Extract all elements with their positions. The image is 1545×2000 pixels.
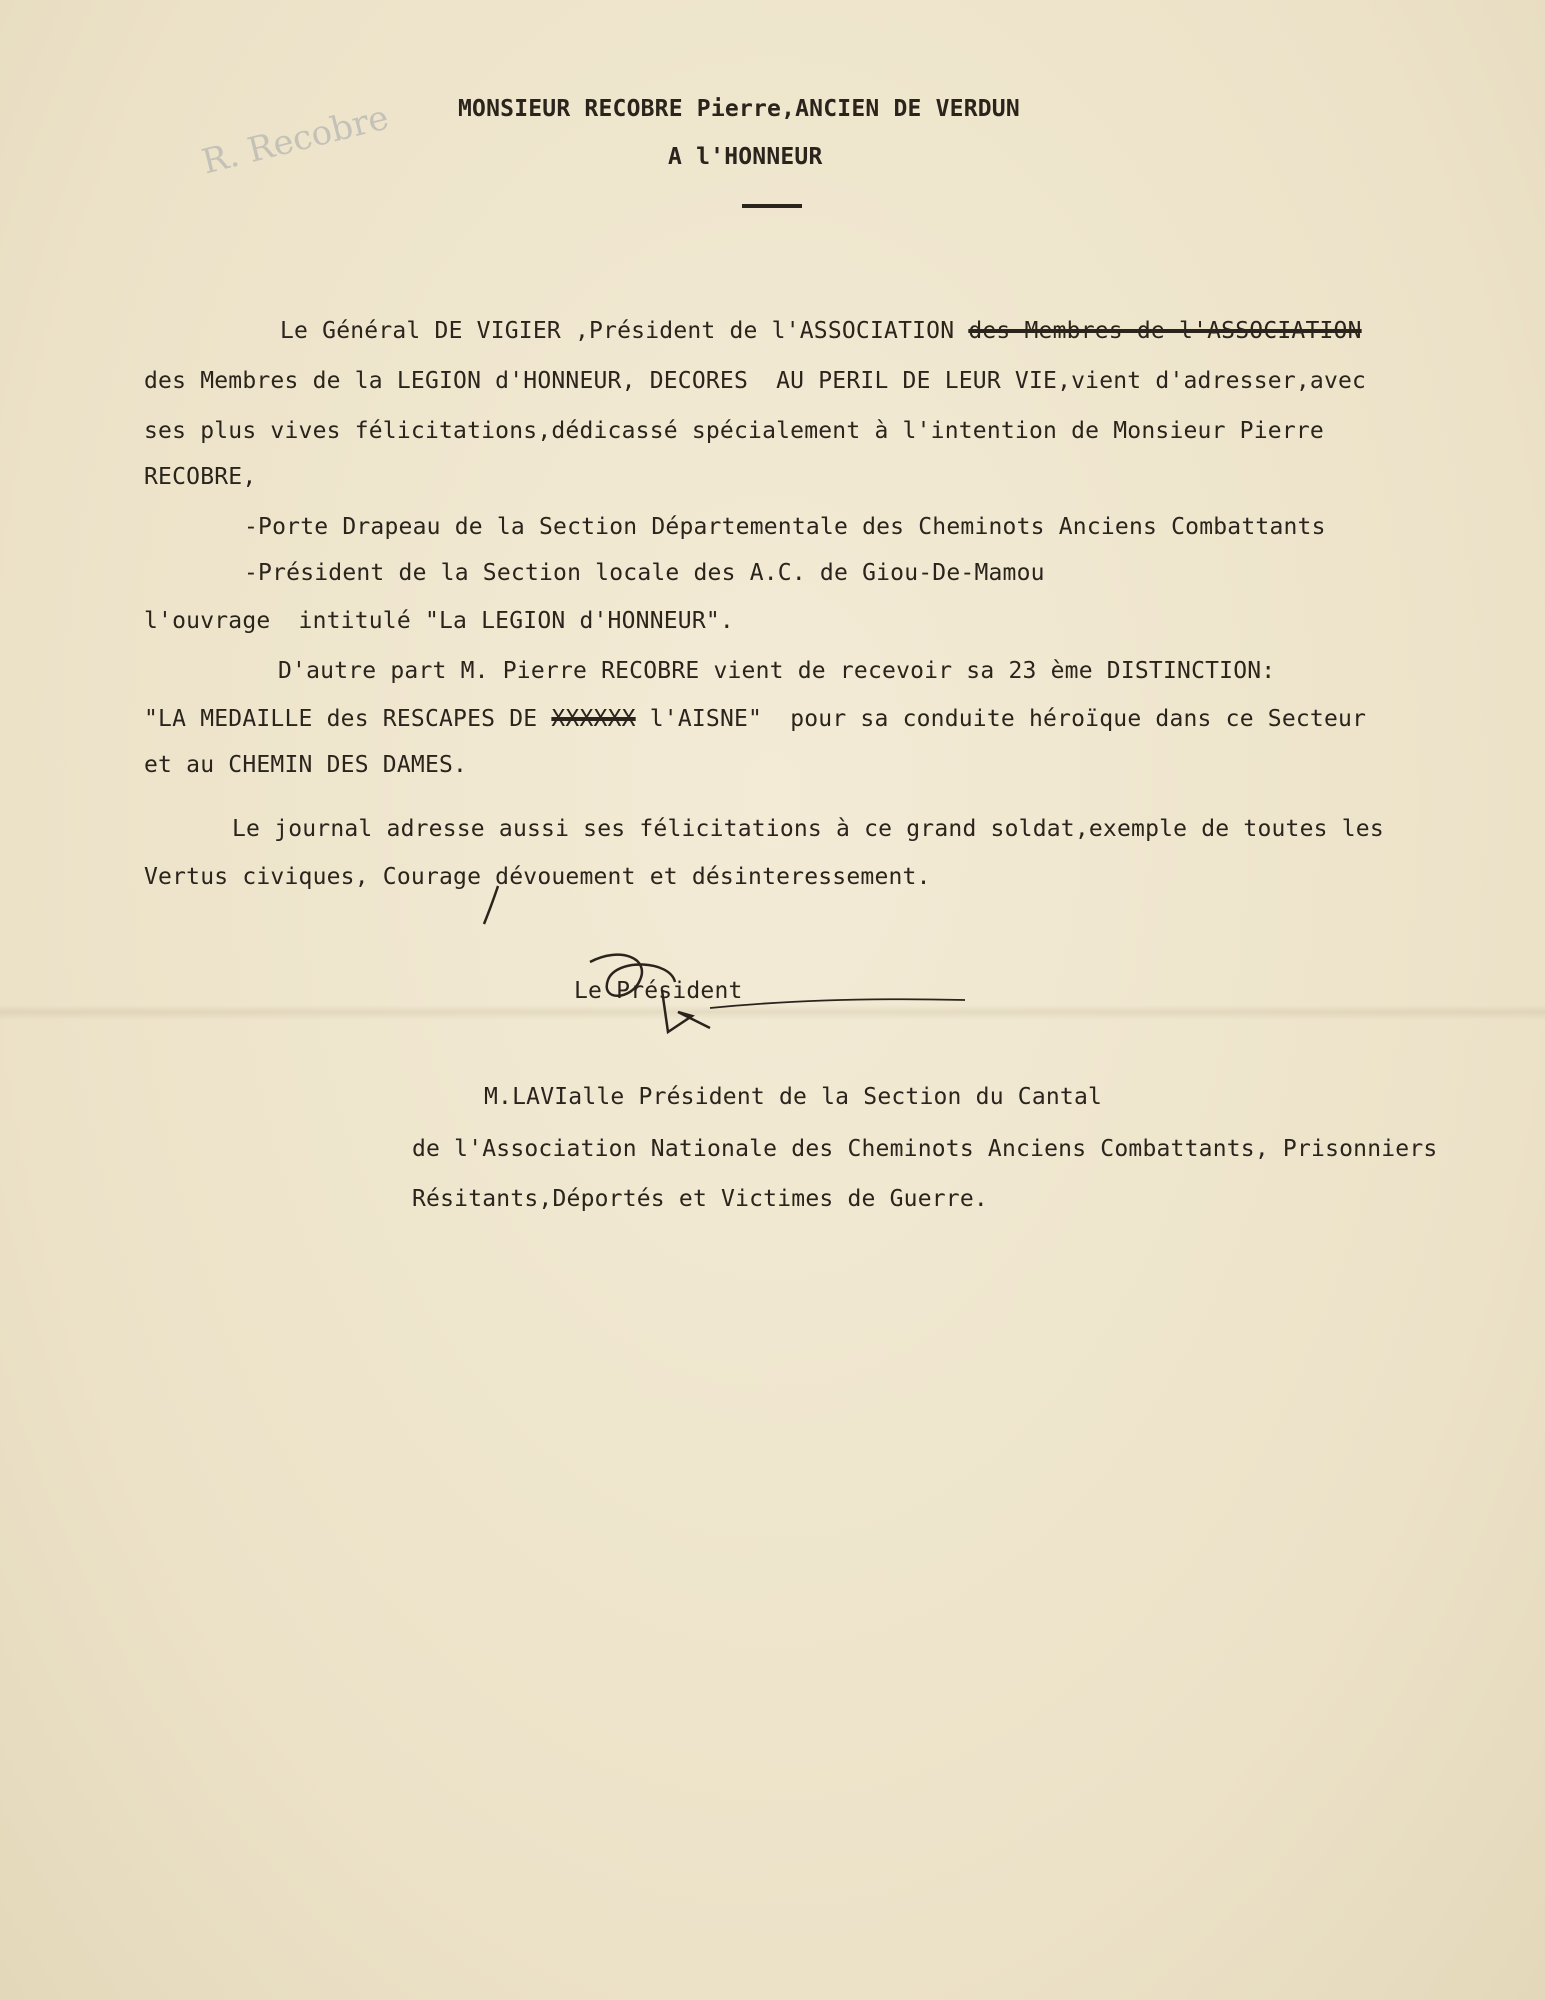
paragraph-2-line-2-text-b: l'AISNE" pour sa conduite héroïque dans ce Secteur xyxy=(635,706,1367,732)
signature-line-2: de l'Association Nationale des Cheminots Anciens Combattants, Prisonniers xyxy=(412,1136,1438,1162)
title-rule xyxy=(742,204,802,208)
paragraph-1-line-2: des Membres de la LEGION d'HONNEUR, DECORES AU PERIL DE LEUR VIE,vient d'adresser,avec xyxy=(144,368,1367,394)
paragraph-1-line-3: ses plus vives félicitations,dédicassé spécialement à l'intention de Monsieur Pierre xyxy=(144,418,1324,444)
struck-text-2: XXXXXX xyxy=(551,706,636,732)
paragraph-1-line-7: l'ouvrage intitulé "La LEGION d'HONNEUR". xyxy=(144,608,734,634)
paragraph-1-line-1-text: Le Général DE VIGIER ,Président de l'ASSOCIATION xyxy=(280,318,969,344)
paragraph-3-line-1: Le journal adresse aussi ses félicitations à ce grand soldat,exemple de toutes les xyxy=(232,816,1384,842)
list-item-1: -Porte Drapeau de la Section Départementale des Cheminots Anciens Combattants xyxy=(244,514,1326,540)
list-item-2: -Président de la Section locale des A.C. de Giou-De-Mamou xyxy=(244,560,1045,586)
title-line-1: MONSIEUR RECOBRE Pierre,ANCIEN DE VERDUN xyxy=(458,96,1020,122)
handwritten-signature xyxy=(560,950,980,1040)
signoff-label: Le Président xyxy=(574,978,743,1004)
paragraph-1-line-1 xyxy=(280,316,1362,346)
signature-line-3: Résitants,Déportés et Victimes de Guerre. xyxy=(412,1186,988,1212)
paragraph-2-line-1: D'autre part M. Pierre RECOBRE vient de recevoir sa 23 ème DISTINCTION: xyxy=(278,658,1276,684)
handwritten-tick-mark xyxy=(480,880,510,930)
paragraph-1-line-4: RECOBRE, xyxy=(144,464,257,490)
paragraph-3-line-2: Vertus civiques, Courage dévouement et désinteressement. xyxy=(144,864,931,890)
paragraph-2-line-2-text-a: "LA MEDAILLE des RESCAPES DE xyxy=(144,706,552,732)
title-line-2: A l'HONNEUR xyxy=(668,144,823,170)
paragraph-2-line-3: et au CHEMIN DES DAMES. xyxy=(144,752,468,778)
struck-text-1: des Membres de l'ASSOCIATION xyxy=(968,318,1362,344)
signature-line-1: M.LAVIalle Président de la Section du Cantal xyxy=(484,1084,1103,1110)
pencil-annotation: R. Recobre xyxy=(197,97,393,183)
paragraph-2-line-2 xyxy=(144,704,1366,734)
